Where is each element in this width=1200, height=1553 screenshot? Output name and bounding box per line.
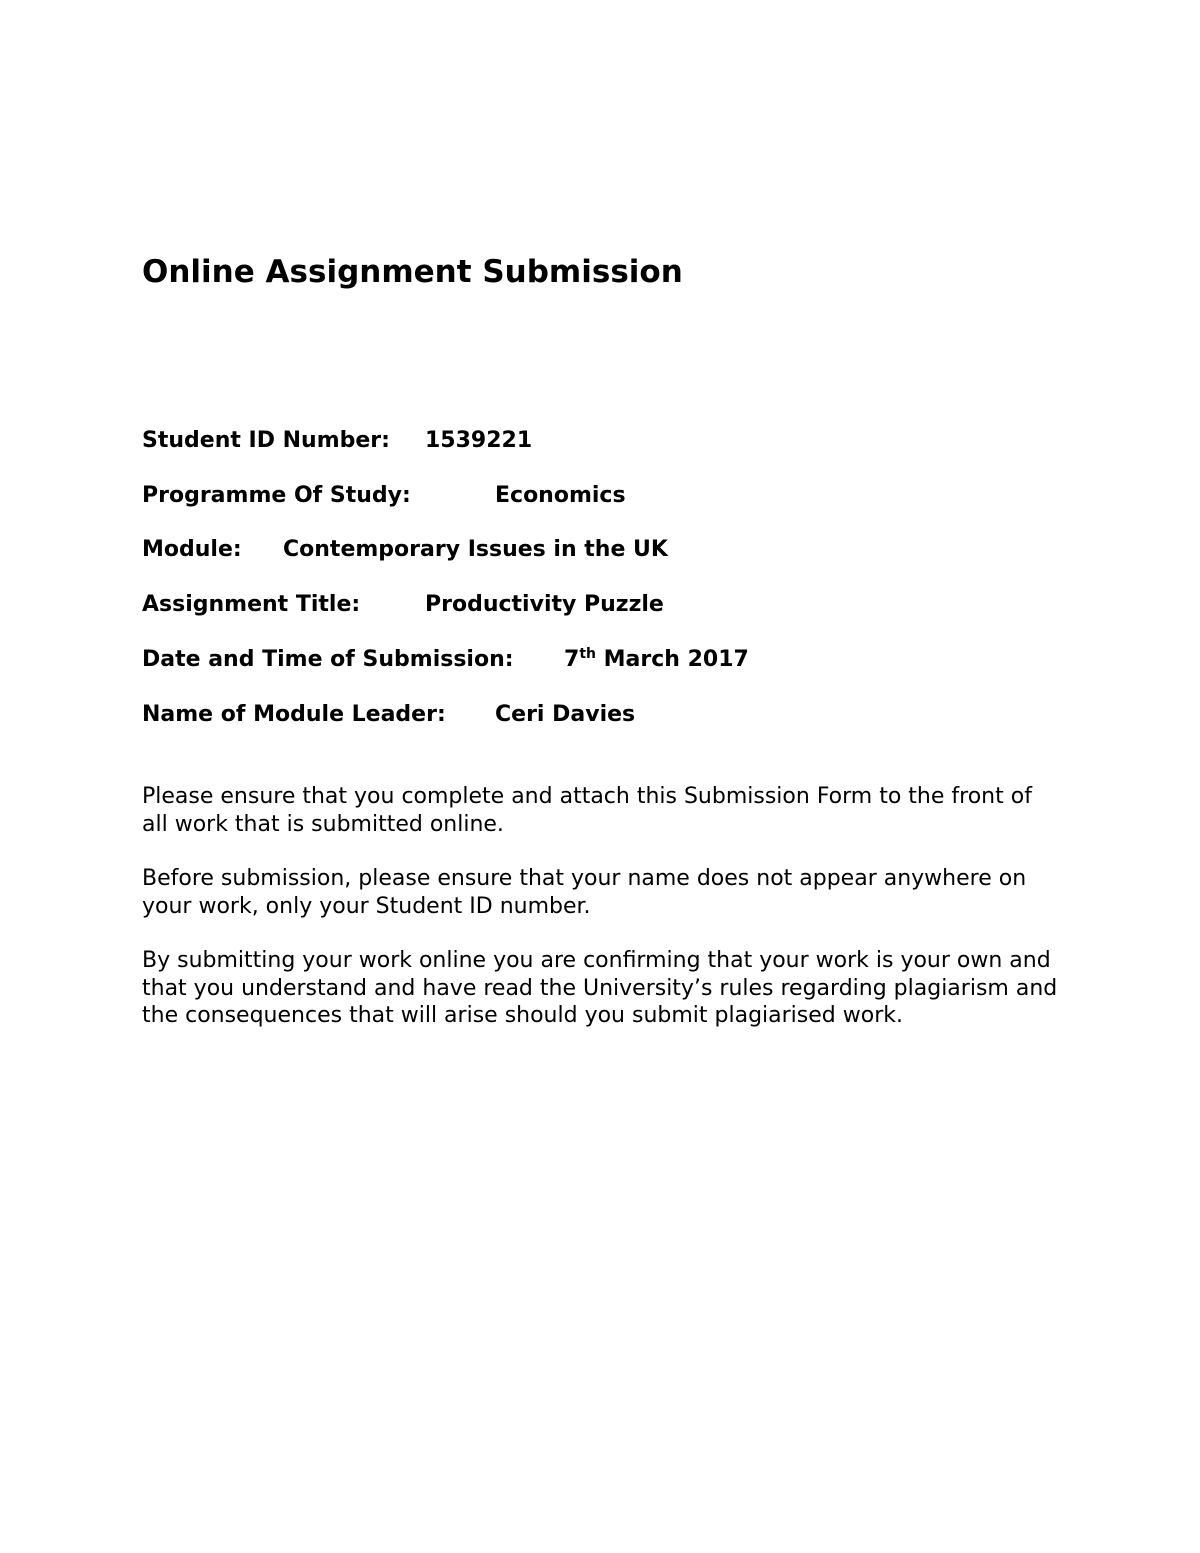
programme-value: Economics bbox=[495, 483, 626, 508]
instruction-paragraph-1: Please ensure that you complete and attach this Submission Form to the front of all work that is submitted online. bbox=[142, 784, 1032, 837]
module-leader-value: Ceri Davies bbox=[495, 702, 636, 727]
module-leader-field bbox=[142, 700, 636, 730]
programme-field bbox=[142, 481, 626, 511]
student-id-value: 1539221 bbox=[425, 428, 533, 453]
submission-date-field bbox=[142, 645, 749, 675]
student-id-field bbox=[142, 426, 533, 456]
submission-day-suffix: th bbox=[579, 646, 596, 662]
assignment-title-field bbox=[142, 590, 664, 620]
programme-label: Programme Of Study: bbox=[142, 483, 411, 508]
instruction-paragraph-3: By submitting your work online you are confirming that your work is your own and that you understand and have read the University’s rules regarding plagiarism and the consequences that will arise should you submit plagiarised work. bbox=[142, 948, 1058, 1028]
module-field bbox=[142, 535, 668, 565]
submission-day: 7 bbox=[564, 647, 580, 672]
module-leader-label: Name of Module Leader: bbox=[142, 702, 446, 727]
module-label: Module: bbox=[142, 537, 242, 562]
student-id-label: Student ID Number: bbox=[142, 428, 390, 453]
module-value: Contemporary Issues in the UK bbox=[283, 537, 668, 562]
submission-month-year: March 2017 bbox=[595, 647, 749, 672]
instruction-paragraph-2: Before submission, please ensure that your name does not appear anywhere on your work, only your Student ID number. bbox=[142, 866, 1027, 919]
submission-date-label: Date and Time of Submission: bbox=[142, 647, 514, 672]
page-title: Online Assignment Submission bbox=[142, 254, 683, 290]
assignment-title-value: Productivity Puzzle bbox=[425, 592, 664, 617]
submission-date-value bbox=[564, 645, 749, 675]
assignment-title-label: Assignment Title: bbox=[142, 592, 361, 617]
